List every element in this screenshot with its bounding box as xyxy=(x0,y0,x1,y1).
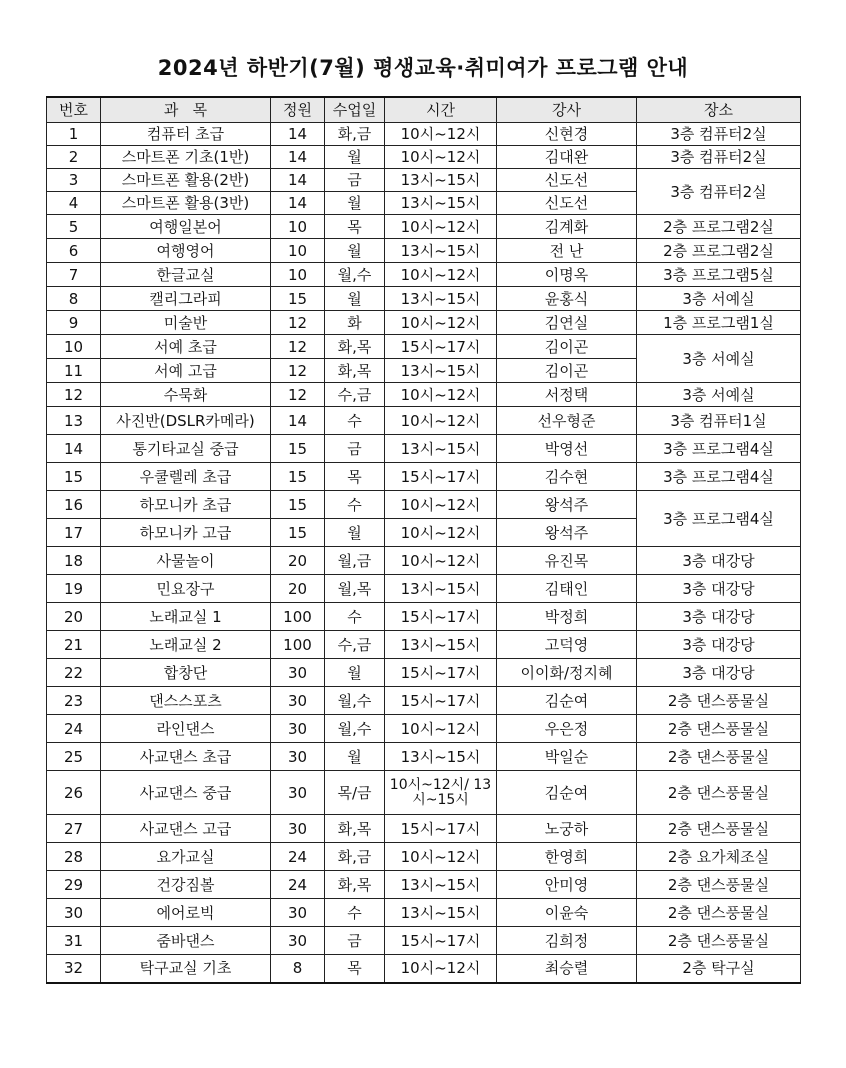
cell-class-day: 수,금 xyxy=(325,383,385,407)
cell-number: 26 xyxy=(47,771,101,815)
cell-instructor: 신현경 xyxy=(497,123,637,146)
table-row xyxy=(47,215,801,239)
cell-capacity: 30 xyxy=(271,927,325,955)
cell-class-day: 목 xyxy=(325,215,385,239)
table-row xyxy=(47,435,801,463)
cell-number: 12 xyxy=(47,383,101,407)
cell-class-day: 금 xyxy=(325,927,385,955)
cell-time: 15시~17시 xyxy=(385,927,497,955)
cell-instructor: 박일순 xyxy=(497,743,637,771)
cell-time: 13시~15시 xyxy=(385,743,497,771)
cell-time: 10시~12시 xyxy=(385,491,497,519)
cell-instructor: 김대완 xyxy=(497,146,637,169)
table-row xyxy=(47,239,801,263)
cell-course: 하모니카 고급 xyxy=(101,519,271,547)
cell-course: 스마트폰 기초(1반) xyxy=(101,146,271,169)
cell-course: 통기타교실 중급 xyxy=(101,435,271,463)
table-row xyxy=(47,463,801,491)
cell-number: 5 xyxy=(47,215,101,239)
cell-class-day: 월 xyxy=(325,146,385,169)
page-title: 2024년 하반기(7월) 평생교육·취미여가 프로그램 안내 xyxy=(157,56,689,80)
table-row xyxy=(47,123,801,146)
cell-class-day: 목/금 xyxy=(325,771,385,815)
cell-instructor: 신도선 xyxy=(497,192,637,215)
cell-number: 13 xyxy=(47,407,101,435)
cell-class-day: 월,금 xyxy=(325,547,385,575)
cell-location: 2층 탁구실 xyxy=(637,955,801,983)
header-course: 과 목 xyxy=(101,97,271,123)
cell-number: 31 xyxy=(47,927,101,955)
cell-time: 10시~12시/ 13시~15시 xyxy=(385,771,497,815)
cell-number: 22 xyxy=(47,659,101,687)
cell-number: 20 xyxy=(47,603,101,631)
cell-class-day: 수 xyxy=(325,407,385,435)
cell-course: 에어로빅 xyxy=(101,899,271,927)
cell-location: 2층 댄스풍물실 xyxy=(637,771,801,815)
cell-number: 24 xyxy=(47,715,101,743)
cell-number: 16 xyxy=(47,491,101,519)
cell-instructor: 전 난 xyxy=(497,239,637,263)
cell-course: 여행일본어 xyxy=(101,215,271,239)
cell-class-day: 수,금 xyxy=(325,631,385,659)
cell-number: 19 xyxy=(47,575,101,603)
cell-location: 2층 댄스풍물실 xyxy=(637,687,801,715)
cell-instructor: 안미영 xyxy=(497,871,637,899)
cell-instructor: 김이곤 xyxy=(497,359,637,383)
cell-class-day: 목 xyxy=(325,463,385,491)
cell-number: 14 xyxy=(47,435,101,463)
cell-number: 17 xyxy=(47,519,101,547)
cell-number: 32 xyxy=(47,955,101,983)
cell-time: 10시~12시 xyxy=(385,547,497,575)
cell-time: 13시~15시 xyxy=(385,631,497,659)
table-row xyxy=(47,815,801,843)
cell-number: 11 xyxy=(47,359,101,383)
cell-location: 2층 요가체조실 xyxy=(637,843,801,871)
cell-time: 10시~12시 xyxy=(385,407,497,435)
cell-number: 6 xyxy=(47,239,101,263)
cell-time: 10시~12시 xyxy=(385,715,497,743)
cell-capacity: 12 xyxy=(271,359,325,383)
cell-number: 4 xyxy=(47,192,101,215)
header-time: 시간 xyxy=(385,97,497,123)
cell-instructor: 김이곤 xyxy=(497,335,637,359)
cell-class-day: 월,목 xyxy=(325,575,385,603)
table-row xyxy=(47,687,801,715)
table-row xyxy=(47,715,801,743)
cell-number: 2 xyxy=(47,146,101,169)
cell-class-day: 월,수 xyxy=(325,263,385,287)
cell-class-day: 월 xyxy=(325,743,385,771)
cell-class-day: 화,목 xyxy=(325,359,385,383)
table-row xyxy=(47,311,801,335)
cell-location: 3층 프로그램4실 xyxy=(637,435,801,463)
cell-course: 컴퓨터 초급 xyxy=(101,123,271,146)
cell-location: 3층 컴퓨터2실 xyxy=(637,146,801,169)
cell-course: 수묵화 xyxy=(101,383,271,407)
cell-location: 2층 댄스풍물실 xyxy=(637,743,801,771)
cell-number: 28 xyxy=(47,843,101,871)
table-row xyxy=(47,575,801,603)
cell-time: 15시~17시 xyxy=(385,659,497,687)
cell-class-day: 월 xyxy=(325,659,385,687)
cell-course: 건강짐볼 xyxy=(101,871,271,899)
cell-course: 합창단 xyxy=(101,659,271,687)
cell-time: 13시~15시 xyxy=(385,287,497,311)
cell-class-day: 수 xyxy=(325,899,385,927)
cell-course: 사교댄스 초급 xyxy=(101,743,271,771)
cell-time: 13시~15시 xyxy=(385,899,497,927)
cell-location: 3층 컴퓨터2실 xyxy=(637,169,801,215)
cell-number: 29 xyxy=(47,871,101,899)
cell-time: 15시~17시 xyxy=(385,687,497,715)
cell-number: 7 xyxy=(47,263,101,287)
cell-instructor: 고덕영 xyxy=(497,631,637,659)
cell-number: 27 xyxy=(47,815,101,843)
cell-time: 10시~12시 xyxy=(385,146,497,169)
cell-capacity: 30 xyxy=(271,743,325,771)
cell-capacity: 24 xyxy=(271,871,325,899)
cell-time: 10시~12시 xyxy=(385,263,497,287)
cell-capacity: 10 xyxy=(271,215,325,239)
table-row xyxy=(47,899,801,927)
cell-capacity: 30 xyxy=(271,687,325,715)
cell-location: 3층 대강당 xyxy=(637,575,801,603)
cell-time: 13시~15시 xyxy=(385,239,497,263)
table-row xyxy=(47,407,801,435)
cell-instructor: 우은정 xyxy=(497,715,637,743)
cell-class-day: 화,목 xyxy=(325,815,385,843)
header-class-day: 수업일 xyxy=(325,97,385,123)
cell-instructor: 김희정 xyxy=(497,927,637,955)
cell-time: 13시~15시 xyxy=(385,435,497,463)
cell-class-day: 금 xyxy=(325,435,385,463)
cell-class-day: 화,금 xyxy=(325,123,385,146)
cell-instructor: 왕석주 xyxy=(497,519,637,547)
cell-number: 9 xyxy=(47,311,101,335)
table-row xyxy=(47,955,801,983)
cell-time: 13시~15시 xyxy=(385,575,497,603)
cell-class-day: 수 xyxy=(325,603,385,631)
cell-location: 3층 대강당 xyxy=(637,547,801,575)
cell-capacity: 30 xyxy=(271,899,325,927)
table-row xyxy=(47,771,801,815)
cell-course: 라인댄스 xyxy=(101,715,271,743)
cell-number: 21 xyxy=(47,631,101,659)
cell-number: 25 xyxy=(47,743,101,771)
table-row xyxy=(47,287,801,311)
cell-instructor: 김태인 xyxy=(497,575,637,603)
cell-capacity: 30 xyxy=(271,771,325,815)
cell-location: 2층 댄스풍물실 xyxy=(637,815,801,843)
cell-location: 2층 프로그램2실 xyxy=(637,215,801,239)
header-location: 장소 xyxy=(637,97,801,123)
header-number: 번호 xyxy=(47,97,101,123)
cell-capacity: 14 xyxy=(271,123,325,146)
cell-location: 3층 서예실 xyxy=(637,383,801,407)
table-row xyxy=(47,843,801,871)
cell-location: 2층 프로그램2실 xyxy=(637,239,801,263)
cell-class-day: 금 xyxy=(325,169,385,192)
cell-capacity: 15 xyxy=(271,463,325,491)
cell-number: 1 xyxy=(47,123,101,146)
cell-instructor: 서정택 xyxy=(497,383,637,407)
cell-time: 15시~17시 xyxy=(385,463,497,491)
cell-course: 한글교실 xyxy=(101,263,271,287)
cell-location: 2층 댄스풍물실 xyxy=(637,871,801,899)
cell-instructor: 선우형준 xyxy=(497,407,637,435)
cell-time: 15시~17시 xyxy=(385,603,497,631)
cell-capacity: 14 xyxy=(271,192,325,215)
cell-location: 2층 댄스풍물실 xyxy=(637,927,801,955)
cell-instructor: 박정희 xyxy=(497,603,637,631)
cell-capacity: 24 xyxy=(271,843,325,871)
cell-location: 3층 컴퓨터2실 xyxy=(637,123,801,146)
cell-instructor: 유진목 xyxy=(497,547,637,575)
table-row xyxy=(47,603,801,631)
cell-class-day: 월 xyxy=(325,239,385,263)
cell-course: 하모니카 초급 xyxy=(101,491,271,519)
cell-capacity: 30 xyxy=(271,715,325,743)
table-row xyxy=(47,547,801,575)
cell-instructor: 김수현 xyxy=(497,463,637,491)
cell-time: 15시~17시 xyxy=(385,335,497,359)
cell-course: 사물놀이 xyxy=(101,547,271,575)
cell-time: 15시~17시 xyxy=(385,815,497,843)
cell-instructor: 한영희 xyxy=(497,843,637,871)
cell-capacity: 10 xyxy=(271,263,325,287)
cell-time: 13시~15시 xyxy=(385,169,497,192)
cell-instructor: 노궁하 xyxy=(497,815,637,843)
table-row xyxy=(47,659,801,687)
cell-location: 3층 서예실 xyxy=(637,335,801,383)
table-row xyxy=(47,169,801,192)
cell-class-day: 월 xyxy=(325,519,385,547)
cell-number: 18 xyxy=(47,547,101,575)
table-row xyxy=(47,263,801,287)
cell-class-day: 화,목 xyxy=(325,335,385,359)
cell-course: 우쿨렐레 초급 xyxy=(101,463,271,491)
cell-course: 사진반(DSLR카메라) xyxy=(101,407,271,435)
table-row xyxy=(47,491,801,519)
cell-time: 13시~15시 xyxy=(385,359,497,383)
table-row xyxy=(47,743,801,771)
cell-course: 미술반 xyxy=(101,311,271,335)
cell-capacity: 14 xyxy=(271,146,325,169)
cell-capacity: 30 xyxy=(271,815,325,843)
cell-class-day: 월 xyxy=(325,287,385,311)
cell-time: 10시~12시 xyxy=(385,215,497,239)
cell-location: 2층 댄스풍물실 xyxy=(637,715,801,743)
cell-instructor: 왕석주 xyxy=(497,491,637,519)
cell-time: 13시~15시 xyxy=(385,871,497,899)
cell-capacity: 15 xyxy=(271,519,325,547)
cell-capacity: 15 xyxy=(271,435,325,463)
cell-course: 댄스스포츠 xyxy=(101,687,271,715)
cell-location: 3층 컴퓨터1실 xyxy=(637,407,801,435)
cell-course: 서예 고급 xyxy=(101,359,271,383)
cell-instructor: 김순여 xyxy=(497,687,637,715)
cell-instructor: 김순여 xyxy=(497,771,637,815)
cell-instructor: 김연실 xyxy=(497,311,637,335)
cell-location: 3층 서예실 xyxy=(637,287,801,311)
cell-class-day: 목 xyxy=(325,955,385,983)
cell-course: 노래교실 2 xyxy=(101,631,271,659)
cell-class-day: 월 xyxy=(325,192,385,215)
cell-time: 10시~12시 xyxy=(385,519,497,547)
cell-location: 3층 대강당 xyxy=(637,631,801,659)
cell-course: 스마트폰 활용(2반) xyxy=(101,169,271,192)
cell-class-day: 월,수 xyxy=(325,715,385,743)
cell-capacity: 20 xyxy=(271,575,325,603)
cell-number: 8 xyxy=(47,287,101,311)
cell-class-day: 화,목 xyxy=(325,871,385,899)
cell-location: 2층 댄스풍물실 xyxy=(637,899,801,927)
cell-course: 여행영어 xyxy=(101,239,271,263)
cell-capacity: 30 xyxy=(271,659,325,687)
cell-course: 민요장구 xyxy=(101,575,271,603)
cell-course: 캘리그라피 xyxy=(101,287,271,311)
cell-location: 3층 프로그램4실 xyxy=(637,463,801,491)
cell-instructor: 이윤숙 xyxy=(497,899,637,927)
program-table xyxy=(46,96,801,984)
cell-class-day: 화,금 xyxy=(325,843,385,871)
table-body xyxy=(47,123,801,983)
cell-time: 13시~15시 xyxy=(385,192,497,215)
cell-instructor: 최승렬 xyxy=(497,955,637,983)
cell-number: 23 xyxy=(47,687,101,715)
cell-capacity: 10 xyxy=(271,239,325,263)
table-row xyxy=(47,335,801,359)
cell-time: 10시~12시 xyxy=(385,383,497,407)
cell-time: 10시~12시 xyxy=(385,311,497,335)
cell-number: 10 xyxy=(47,335,101,359)
cell-capacity: 20 xyxy=(271,547,325,575)
cell-capacity: 14 xyxy=(271,407,325,435)
cell-time: 10시~12시 xyxy=(385,843,497,871)
cell-course: 노래교실 1 xyxy=(101,603,271,631)
cell-number: 15 xyxy=(47,463,101,491)
table-row xyxy=(47,871,801,899)
cell-instructor: 윤홍식 xyxy=(497,287,637,311)
cell-time: 10시~12시 xyxy=(385,123,497,146)
cell-capacity: 12 xyxy=(271,335,325,359)
cell-capacity: 14 xyxy=(271,169,325,192)
table-row xyxy=(47,927,801,955)
cell-course: 사교댄스 중급 xyxy=(101,771,271,815)
cell-instructor: 김계화 xyxy=(497,215,637,239)
cell-capacity: 12 xyxy=(271,311,325,335)
cell-capacity: 12 xyxy=(271,383,325,407)
cell-location: 1층 프로그램1실 xyxy=(637,311,801,335)
cell-instructor: 이명옥 xyxy=(497,263,637,287)
header-instructor: 강사 xyxy=(497,97,637,123)
cell-number: 30 xyxy=(47,899,101,927)
cell-course: 사교댄스 고급 xyxy=(101,815,271,843)
cell-capacity: 8 xyxy=(271,955,325,983)
cell-location: 3층 대강당 xyxy=(637,603,801,631)
table-row xyxy=(47,631,801,659)
table-row xyxy=(47,383,801,407)
header-capacity: 정원 xyxy=(271,97,325,123)
cell-location: 3층 프로그램5실 xyxy=(637,263,801,287)
cell-capacity: 15 xyxy=(271,287,325,311)
cell-number: 3 xyxy=(47,169,101,192)
cell-class-day: 월,수 xyxy=(325,687,385,715)
cell-location: 3층 프로그램4실 xyxy=(637,491,801,547)
cell-instructor: 박영선 xyxy=(497,435,637,463)
table-row xyxy=(47,146,801,169)
cell-course: 줌바댄스 xyxy=(101,927,271,955)
cell-class-day: 화 xyxy=(325,311,385,335)
cell-course: 탁구교실 기초 xyxy=(101,955,271,983)
cell-instructor: 신도선 xyxy=(497,169,637,192)
cell-course: 서예 초급 xyxy=(101,335,271,359)
cell-location: 3층 대강당 xyxy=(637,659,801,687)
cell-capacity: 100 xyxy=(271,603,325,631)
cell-capacity: 100 xyxy=(271,631,325,659)
cell-class-day: 수 xyxy=(325,491,385,519)
table-header-row xyxy=(47,97,801,123)
cell-time: 10시~12시 xyxy=(385,955,497,983)
cell-course: 스마트폰 활용(3반) xyxy=(101,192,271,215)
cell-instructor: 이이화/정지혜 xyxy=(497,659,637,687)
cell-course: 요가교실 xyxy=(101,843,271,871)
cell-capacity: 15 xyxy=(271,491,325,519)
